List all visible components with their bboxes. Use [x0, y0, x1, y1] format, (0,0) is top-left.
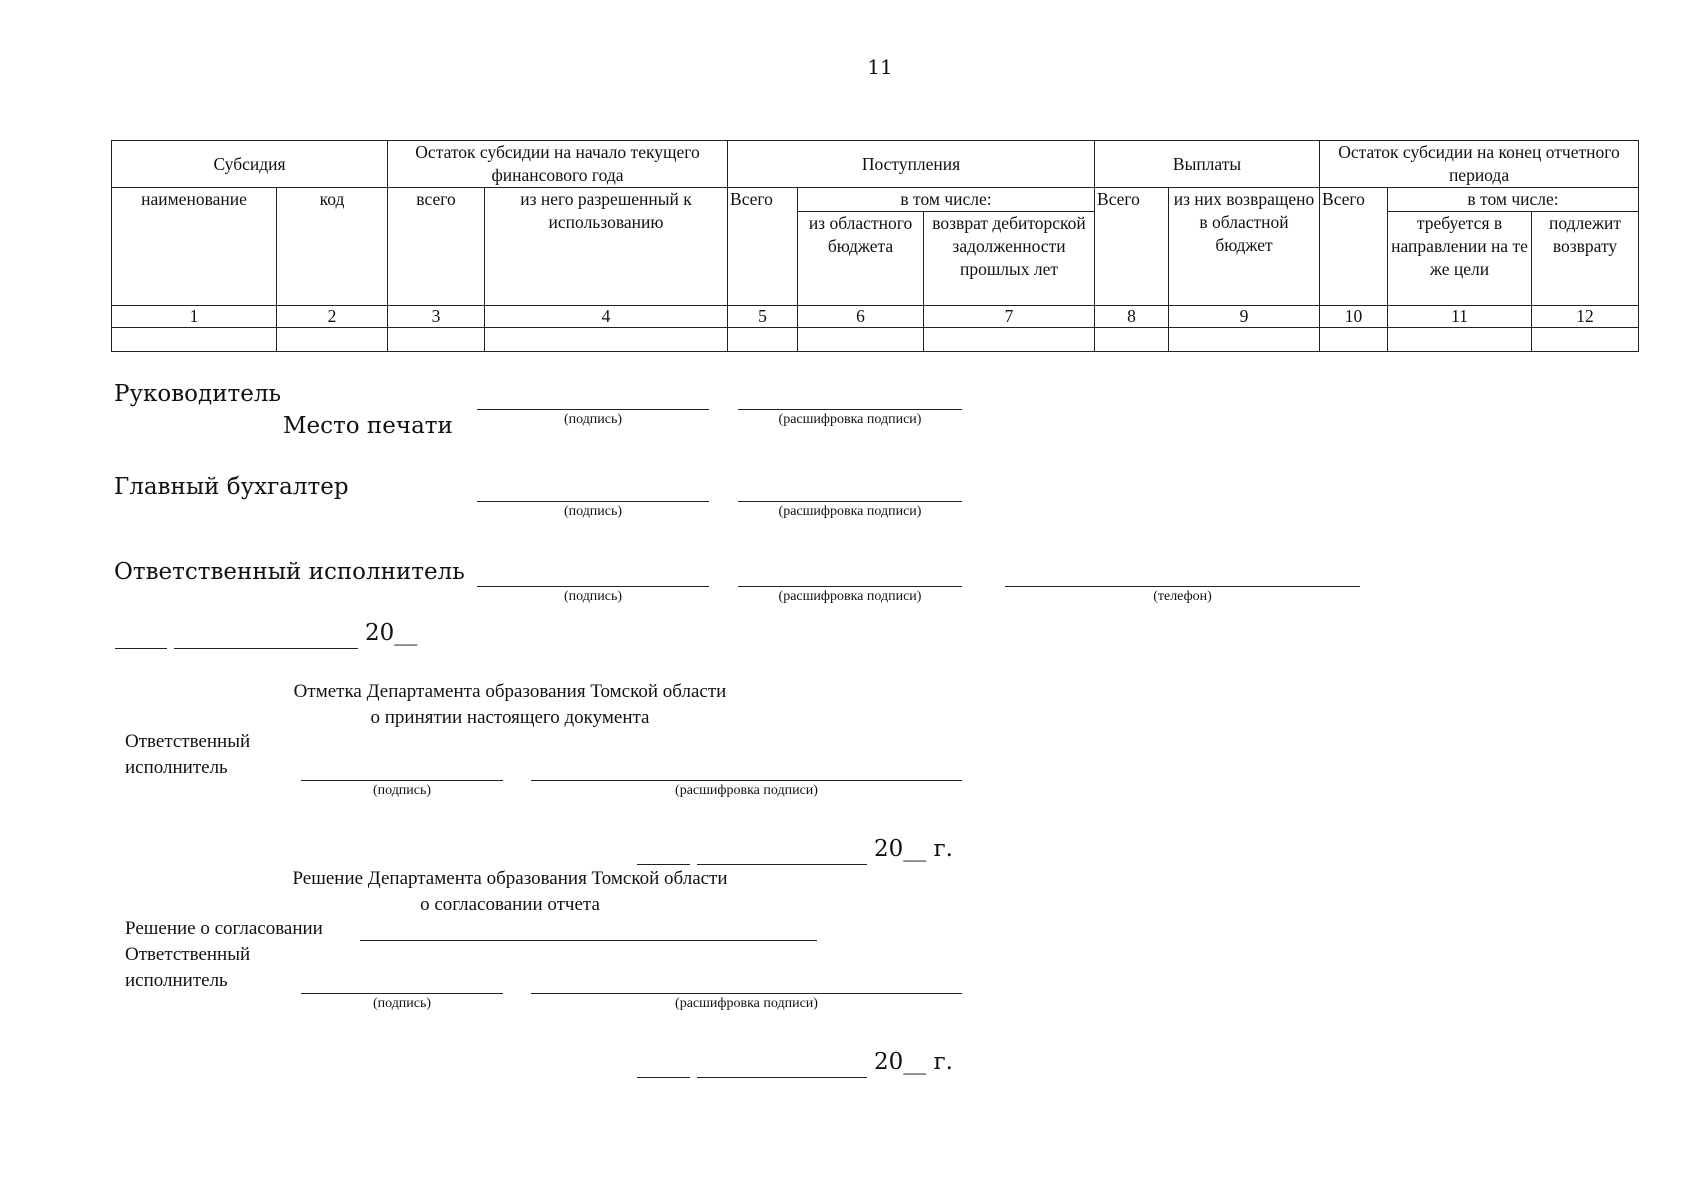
- column-number: 2: [277, 306, 388, 328]
- column-number: 10: [1320, 306, 1388, 328]
- mark-date-day-line[interactable]: [637, 864, 690, 865]
- decode-caption: (расшифровка подписи): [778, 589, 922, 604]
- empty-cell[interactable]: [388, 328, 485, 352]
- empty-cell[interactable]: [728, 328, 798, 352]
- empty-cell[interactable]: [1095, 328, 1169, 352]
- empty-cell[interactable]: [798, 328, 924, 352]
- mark-responsible-label-1: Ответственный: [125, 731, 251, 752]
- decision-responsible-label-1: Ответственный: [125, 944, 251, 965]
- head-signature-line[interactable]: [477, 409, 709, 410]
- decision-date-year: 20__ г.: [874, 1049, 953, 1075]
- header-end-total: Всего: [1320, 188, 1388, 306]
- header-balance-start: Остаток субсидии на начало текущего финансового года: [388, 141, 728, 188]
- department-mark-title-2: о принятии настоящего документа: [370, 707, 650, 728]
- empty-cell[interactable]: [1388, 328, 1532, 352]
- responsible-signature-line[interactable]: [477, 586, 709, 587]
- empty-data-row: [112, 328, 1639, 352]
- header-code: код: [277, 188, 388, 306]
- column-number: 5: [728, 306, 798, 328]
- mark-decode-line[interactable]: [531, 780, 962, 781]
- header-needed: требуется в направлении на те же цели: [1388, 212, 1532, 306]
- header-row-sub: [112, 188, 1639, 212]
- column-number: 12: [1532, 306, 1639, 328]
- column-number: 3: [388, 306, 485, 328]
- head-decode-line[interactable]: [738, 409, 962, 410]
- stamp-label: Место печати: [283, 413, 453, 439]
- column-numbers-row: [112, 306, 1639, 328]
- responsible-phone-line[interactable]: [1005, 586, 1360, 587]
- head-label: Руководитель: [114, 381, 281, 407]
- accountant-decode-line[interactable]: [738, 501, 962, 502]
- header-subsidy: Субсидия: [112, 141, 388, 188]
- signature-caption: (подпись): [563, 504, 623, 519]
- department-decision-title-1: Решение Департамента образования Томской области: [292, 868, 728, 889]
- column-number: 11: [1388, 306, 1532, 328]
- empty-cell[interactable]: [1169, 328, 1320, 352]
- decision-date-day-line[interactable]: [637, 1077, 690, 1078]
- decision-line[interactable]: [360, 940, 817, 941]
- header-row-groups: [112, 141, 1639, 188]
- decision-signature-line[interactable]: [301, 993, 503, 994]
- responsible-decode-line[interactable]: [738, 586, 962, 587]
- column-number: 1: [112, 306, 277, 328]
- mark-signature-line[interactable]: [301, 780, 503, 781]
- header-receipts-total: Всего: [728, 188, 798, 306]
- column-number: 6: [798, 306, 924, 328]
- accountant-signature-line[interactable]: [477, 501, 709, 502]
- empty-cell[interactable]: [277, 328, 388, 352]
- empty-cell[interactable]: [112, 328, 277, 352]
- decision-label: Решение о согласовании: [125, 918, 323, 939]
- header-receipts: Поступления: [728, 141, 1095, 188]
- column-number: 7: [924, 306, 1095, 328]
- signature-caption: (подпись): [563, 589, 623, 604]
- empty-cell[interactable]: [485, 328, 728, 352]
- header-total-start: всего: [388, 188, 485, 306]
- page-number: 11: [867, 55, 893, 79]
- decode-caption: (расшифровка подписи): [778, 504, 922, 519]
- phone-caption: (телефон): [1153, 589, 1212, 604]
- header-from-regional: из областного бюджета: [798, 212, 924, 306]
- signature-caption: (подпись): [372, 783, 432, 798]
- mark-date-year: 20__ г.: [874, 836, 953, 862]
- date-day-line[interactable]: [115, 648, 167, 649]
- header-receipts-including: в том числе:: [798, 188, 1095, 212]
- empty-cell[interactable]: [1532, 328, 1639, 352]
- decode-caption: (расшифровка подписи): [675, 996, 818, 1011]
- empty-cell[interactable]: [1320, 328, 1388, 352]
- column-number: 8: [1095, 306, 1169, 328]
- header-returned: из них возвращено в областной бюджет: [1169, 188, 1320, 306]
- column-number: 9: [1169, 306, 1320, 328]
- signature-caption: (подпись): [563, 412, 623, 427]
- header-payments: Выплаты: [1095, 141, 1320, 188]
- header-name: наименование: [112, 188, 277, 306]
- subsidy-report-table: [111, 140, 1639, 352]
- header-payments-total: Всего: [1095, 188, 1169, 306]
- decision-decode-line[interactable]: [531, 993, 962, 994]
- department-mark-title-1: Отметка Департамента образования Томской области: [293, 681, 727, 702]
- header-debt-return: возврат дебиторской задолженности прошлых лет: [924, 212, 1095, 306]
- header-to-return: подлежит возврату: [1532, 212, 1639, 306]
- mark-date-month-line[interactable]: [697, 864, 867, 865]
- decision-responsible-label-2: исполнитель: [125, 970, 228, 991]
- mark-responsible-label-2: исполнитель: [125, 757, 228, 778]
- date-month-line[interactable]: [174, 648, 358, 649]
- chief-accountant-label: Главный бухгалтер: [114, 474, 349, 500]
- header-balance-end: Остаток субсидии на конец отчетного периода: [1320, 141, 1639, 188]
- date-year: 20__: [365, 620, 418, 646]
- decode-caption: (расшифровка подписи): [778, 412, 922, 427]
- signature-caption: (подпись): [372, 996, 432, 1011]
- decision-date-month-line[interactable]: [697, 1077, 867, 1078]
- department-decision-title-2: о согласовании отчета: [420, 894, 600, 915]
- responsible-label: Ответственный исполнитель: [114, 559, 465, 585]
- column-number: 4: [485, 306, 728, 328]
- empty-cell[interactable]: [924, 328, 1095, 352]
- header-end-including: в том числе:: [1388, 188, 1639, 212]
- header-allowed: из него разрешенный к использованию: [485, 188, 728, 306]
- decode-caption: (расшифровка подписи): [675, 783, 818, 798]
